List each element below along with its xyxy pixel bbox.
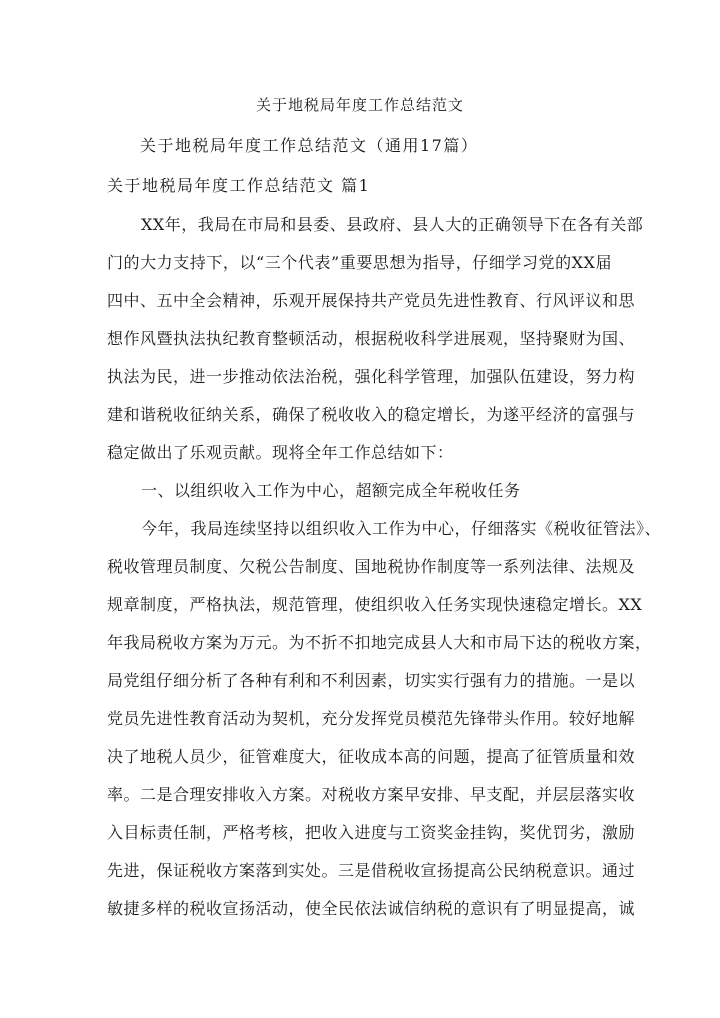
paragraph-line: 敏捷多样的税收宣扬活动，使全民依法诚信纳税的意识有了明显提高，诚: [107, 899, 636, 918]
paragraph-line: 税收管理员制度、欠税公告制度、国地税协作制度等一系列法律、法规及: [107, 557, 636, 576]
paragraph-line: 规章制度，严格执法，规范管理，使组织收入任务实现快速稳定增长。XX: [107, 595, 643, 614]
paragraph-line: 想作风暨执法执纪教育整顿活动，根据税收科学进展观，坚持聚财为国、: [107, 329, 636, 348]
paragraph-line: 入目标责任制，严格考核，把收入进度与工资奖金挂钩，奖优罚劣，激励: [107, 823, 636, 842]
document-subtitle: 关于地税局年度工作总结范文（通用17篇）: [140, 136, 479, 155]
paragraph-line: 先进，保证税收方案落到实处。三是借税收宣扬提高公民纳税意识。通过: [107, 861, 636, 880]
section-heading: 关于地税局年度工作总结范文 篇1: [107, 176, 371, 195]
paragraph-line: 建和谐税收征纳关系，确保了税收收入的稳定增长，为遂平经济的富强与: [107, 405, 636, 424]
paragraph-line: 决了地税人员少，征管难度大，征收成本高的问题，提高了征管质量和效: [107, 747, 636, 766]
paragraph-line: 党员先进性教育活动为契机，充分发挥党员模范先锋带头作用。较好地解: [107, 709, 636, 728]
paragraph-line: 门的大力支持下，以“三个代表”重要思想为指导，仔细学习党的XX届: [107, 253, 612, 272]
paragraph-line: 率。二是合理安排收入方案。对税收方案早安排、早支配，并层层落实收: [107, 785, 636, 804]
paragraph-line: 局党组仔细分析了各种有利和不利因素，切实实行强有力的措施。一是以: [107, 671, 636, 690]
paragraph-line: 四中、五中全会精神，乐观开展保持共产党员先进性教育、行风评议和思: [107, 291, 636, 310]
document-title: 关于地税局年度工作总结范文: [255, 96, 464, 114]
paragraph-line: 年我局税收方案为万元。为不折不扣地完成县人大和市局下达的税收方案，: [107, 633, 652, 652]
paragraph-line: 今年，我局连续坚持以组织收入工作为中心，仔细落实《税收征管法》、: [141, 519, 662, 538]
paragraph-line: 执法为民，进一步推动依法治税，强化科学管理，加强队伍建设，努力构: [107, 367, 636, 386]
paragraph-line: 稳定做出了乐观贡献。现将全年工作总结如下：: [107, 443, 454, 462]
section-subheading: 一、以组织收入工作为中心，超额完成全年税收任务: [141, 481, 521, 500]
paragraph-line: XX年，我局在市局和县委、县政府、县人大的正确领导下在各有关部: [141, 215, 644, 234]
